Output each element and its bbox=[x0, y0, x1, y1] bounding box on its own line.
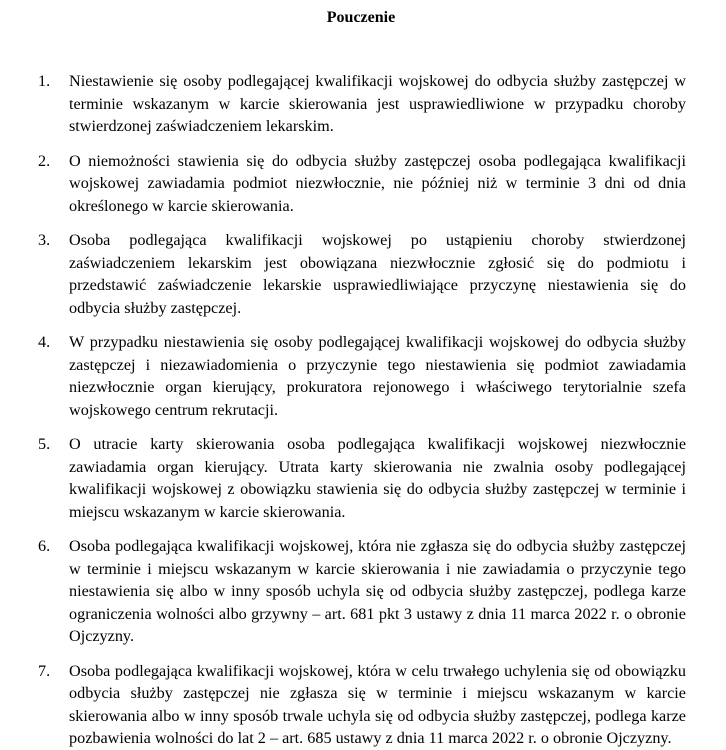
item-text: O utracie karty skierowania osoba podlegająca kwalifikacji wojskowej niezwłocznie zawiadamia organ kierujący. Utrata karty skierowania nie zwalnia osoby podlegającej kwalifikacji wojskowej z obowiązku stawienia się do odbycia służby zastępczej w terminie i miejscu wskazanym w karcie skierowania. bbox=[69, 435, 686, 521]
list-item bbox=[36, 150, 686, 218]
item-number: 1. bbox=[38, 72, 51, 90]
document-title: Pouczenie bbox=[326, 9, 396, 26]
list-item bbox=[36, 433, 686, 523]
item-text: O niemożności stawienia się do odbycia służby zastępczej osoba podlegająca kwalifikacji wojskowej zawiadamia podmiot niezwłocznie, nie później niż w terminie 3 dni od dnia określonego w karcie skierowania. bbox=[69, 151, 686, 215]
item-text: Niestawienie się osoby podlegającej kwalifikacji wojskowej do odbycia służby zastępczej w terminie wskazanym w karcie skierowania jest usprawiedliwione w przypadku choroby stwierdzonej zaświadczeniem lekarskim. bbox=[69, 72, 686, 135]
item-number: 3. bbox=[38, 231, 51, 249]
list-item bbox=[36, 229, 686, 319]
item-number: 4. bbox=[38, 333, 51, 351]
list-item bbox=[36, 660, 686, 750]
list-item bbox=[36, 535, 686, 648]
item-number: 7. bbox=[38, 661, 51, 680]
item-number: 5. bbox=[38, 435, 51, 453]
list-item bbox=[36, 331, 686, 421]
item-text: Osoba podlegająca kwalifikacji wojskowej, która w celu trwałego uchylenia się od obowiązku odbycia służby zastępczej nie zgłasza się w terminie i miejscu wskazanym w karcie skierowania albo w inny sposób trwale uchyla się od odbycia służby zastępczej, podlega karze pozbawienia wolności do lat 2 – art. 685 ustawy z dnia 11 marca 2022 r. o obronie Ojczyzny. bbox=[69, 661, 686, 747]
item-text: Osoba podlegająca kwalifikacji wojskowej, która nie zgłasza się do odbycia służby zastępczej w terminie i miejscu wskazanym w karcie skierowania i nie zawiadamia o przyczynie tego niestawienia się albo w inny sposób uchyla się od odbycia służby zastępczej, podlega karze ograniczenia wolności albo grzywny – art. 681 pkt 3 ustawy z dnia 11 marca 2022 r. o obronie Ojczyzny. bbox=[69, 537, 686, 645]
item-text: Osoba podlegająca kwalifikacji wojskowej po ustąpieniu choroby stwierdzonej zaświadczeniem lekarskim jest obowiązana niezwłocznie zgłosić się do podmiotu i przedstawić zaświadczenie lekarskie usprawiedliwiające przyczynę niestawienia się do odbycia służby zastępczej. bbox=[69, 231, 686, 317]
instruction-list bbox=[36, 70, 686, 750]
item-number: 6. bbox=[38, 537, 51, 555]
item-number: 2. bbox=[38, 151, 51, 170]
list-item bbox=[36, 70, 686, 138]
item-text: W przypadku niestawienia się osoby podlegającej kwalifikacji wojskowej do odbycia służby zastępczej i niezawiadomienia o przyczynie tego niestawienia się podmiot zawiadamia niezwłocznie organ kierujący, prokuratora rejonowego i właściwego terytorialnie szefa wojskowego centrum rekrutacji. bbox=[69, 333, 686, 419]
